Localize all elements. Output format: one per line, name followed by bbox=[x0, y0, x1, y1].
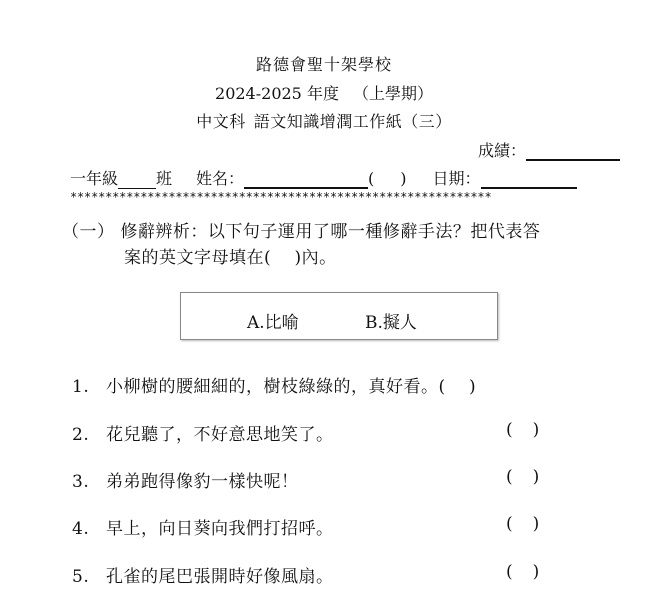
paren-close: ) bbox=[532, 420, 540, 440]
section-instruction-line2: 案的英文字母填在( )內。 bbox=[124, 248, 337, 268]
student-info-row bbox=[70, 166, 577, 189]
seat-paren-open: ( bbox=[368, 169, 375, 188]
score-label: 成績： bbox=[478, 141, 527, 160]
options-box bbox=[180, 292, 498, 340]
name-label: 姓名： bbox=[196, 169, 245, 188]
question-2 bbox=[72, 420, 334, 445]
question-text: 花兒聽了，不好意思地笑了。 bbox=[106, 425, 334, 445]
term-text: （上學期） bbox=[352, 84, 433, 103]
class-label: 班 bbox=[156, 169, 173, 188]
paren-open: ( bbox=[506, 420, 513, 440]
school-year bbox=[0, 81, 648, 104]
question-text: 孔雀的尾巴張開時好像風扇。 bbox=[106, 567, 334, 587]
question-5 bbox=[72, 562, 334, 587]
seat-paren-close: ) bbox=[400, 169, 407, 188]
question-number: 2. bbox=[72, 425, 90, 445]
paren-close: ) bbox=[532, 514, 540, 534]
question-text: 早上，向日葵向我們打招呼。 bbox=[106, 519, 334, 539]
question-4 bbox=[72, 514, 334, 539]
answer-blank-2[interactable] bbox=[506, 420, 539, 440]
class-blank[interactable] bbox=[118, 172, 156, 189]
question-text: 小柳樹的腰細細的，樹枝綠綠的，真好看。( ) bbox=[106, 377, 477, 397]
date-blank[interactable] bbox=[481, 170, 577, 189]
worksheet-name: 語文知識增潤工作紙（三） bbox=[253, 112, 452, 131]
answer-blank-4[interactable] bbox=[506, 514, 539, 534]
paren-close: ) bbox=[532, 467, 540, 487]
answer-blank-3[interactable] bbox=[506, 467, 539, 487]
score-row bbox=[478, 138, 620, 161]
question-number: 5. bbox=[72, 567, 90, 587]
name-blank[interactable] bbox=[244, 170, 368, 189]
school-name: 路德會聖十架學校 bbox=[255, 55, 392, 74]
question-text: 弟弟跑得像豹一樣快呢！ bbox=[106, 472, 299, 492]
answer-blank-5[interactable] bbox=[506, 562, 539, 582]
date-label: 日期： bbox=[432, 169, 481, 188]
option-a: A.比喻 bbox=[247, 313, 299, 333]
separator-line: ************************************************************ bbox=[70, 190, 492, 204]
paren-close: ) bbox=[532, 562, 540, 582]
grade-label: 一年級 bbox=[70, 169, 119, 188]
subject-text: 中文科 bbox=[196, 112, 246, 131]
section-instruction-line1: （一） 修辭辨析：以下句子運用了哪一種修辭手法？把代表答 bbox=[62, 222, 541, 242]
paren-open: ( bbox=[506, 514, 513, 534]
score-blank[interactable] bbox=[526, 142, 620, 161]
question-number: 4. bbox=[72, 519, 90, 539]
question-1 bbox=[72, 372, 476, 397]
worksheet-title bbox=[0, 109, 648, 132]
question-number: 1. bbox=[72, 377, 90, 397]
question-3 bbox=[72, 467, 299, 492]
year-text: 2024-2025 年度 bbox=[215, 84, 339, 103]
paren-open: ( bbox=[506, 467, 513, 487]
paren-open: ( bbox=[506, 562, 513, 582]
option-b: B.擬人 bbox=[365, 313, 417, 333]
question-number: 3. bbox=[72, 472, 90, 492]
